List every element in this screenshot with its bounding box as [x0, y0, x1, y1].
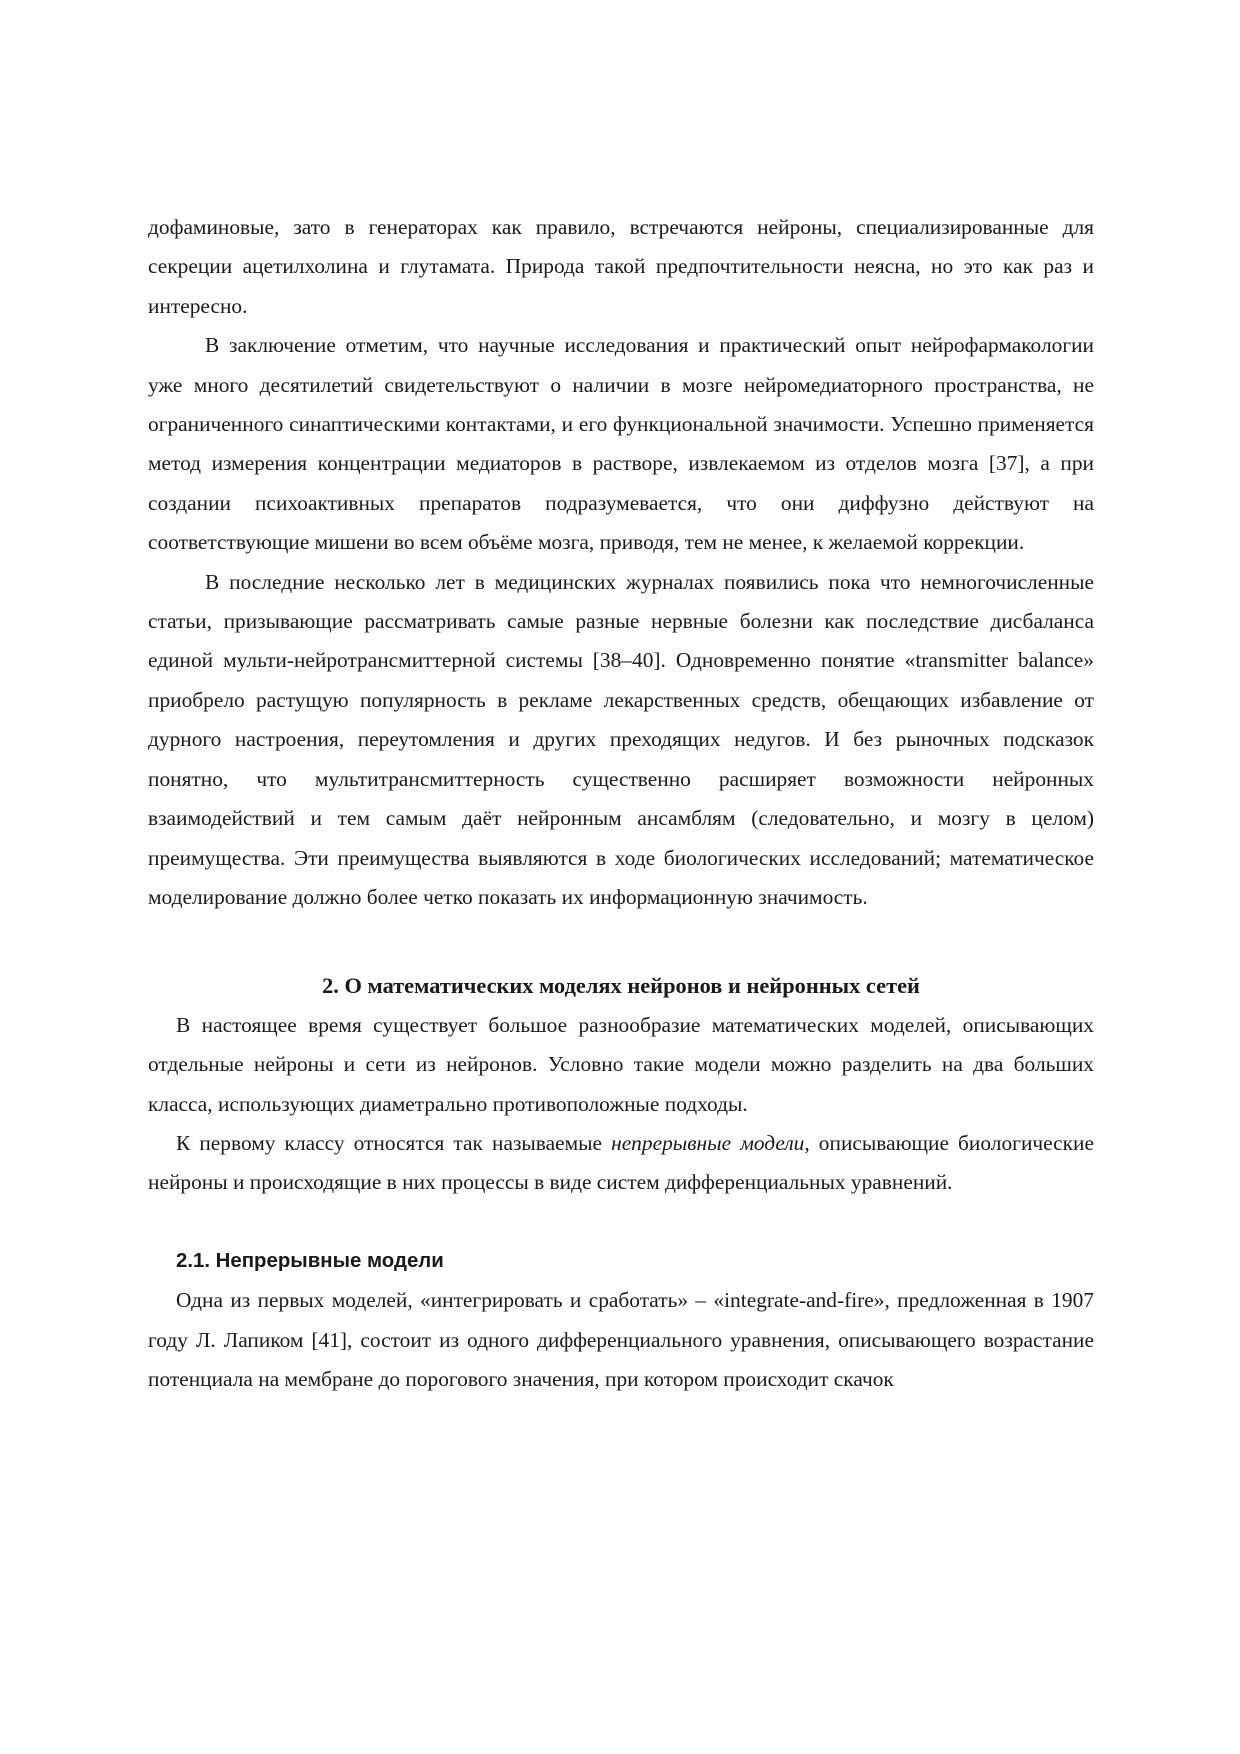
paragraph-continuation: дофаминовые, зато в генераторах как правило, встречаются нейроны, специализированные для секреции ацетилхолина и глутамата. Природа такой предпочтительности неясна, но это как раз и интересно. — [148, 215, 1094, 318]
continuous-models-term: непрерывные модели — [611, 1130, 805, 1155]
page-content — [148, 208, 1094, 1399]
section-2-heading: 2. О математических моделях нейронов и нейронных сетей — [322, 973, 920, 999]
section-2-paragraph-2 — [148, 1124, 1094, 1203]
paragraph-recent-studies: В последние несколько лет в медицинских журналах появились пока что немногочисленные статьи, призывающие рассматривать самые разные нервные болезни как последствие дисбаланса единой мульти-нейротрансмиттерной системы [38–40]. Одновременно понятие «transmitter balance» приобрело растущую популярность в рекламе лекарственных средств, обещающих избавление от дурного настроения, переутомления и других преходящих недугов. И без рыночных подсказок понятно, что мультитрансмиттерность существенно расширяет возможности нейронных взаимодействий и тем самым даёт нейронным ансамблям (следовательно, и мозгу в целом) преимущества. Эти преимущества выявляются в ходе биологических исследований; математическое моделирование должно более четко показать их информационную значимость. — [148, 569, 1094, 909]
paragraph-conclusion: В заключение отметим, что научные исследования и практический опыт нейрофармакологии уже много десятилетий свидетельствуют о наличии в мозге нейромедиаторного пространства, не ограниченного синаптическими контактами, и его функциональной значимости. Успешно применяется метод измерения концентрации медиаторов в растворе, извлекаемом из отделов мозга [37], а при создании психоактивных препаратов подразумевается, что они диффузно действуют на соответствующие мишени во всем объёме мозга, приводя, тем не менее, к желаемой коррекции. — [148, 333, 1094, 555]
section-2-paragraph-2-start: К первому классу относятся так называемые — [176, 1130, 612, 1155]
section-2-paragraph-1: В настоящее время существует большое разнообразие математических моделей, описывающих отдельные нейроны и сети из нейронов. Условно такие модели можно разделить на два больших класса, использующих диаметрально противоположные подходы. — [148, 1012, 1094, 1116]
section-2-1-paragraph-1: Одна из первых моделей, «интегрировать и сработать» – «integrate-and-fire», предложенная в 1907 году Л. Лапиком [41], состоит из одного дифференциального уравнения, описывающего возрастание потенциала на мембране до порогового значения, при котором происходит скачок — [148, 1288, 1094, 1391]
section-2-paragraph-2-end: , описывающие биологические нейроны и происходящие в них процессы в виде систем дифференциальных уравнений. — [148, 1130, 1095, 1195]
section-2-1-heading: 2.1. Непрерывные модели — [176, 1249, 444, 1272]
